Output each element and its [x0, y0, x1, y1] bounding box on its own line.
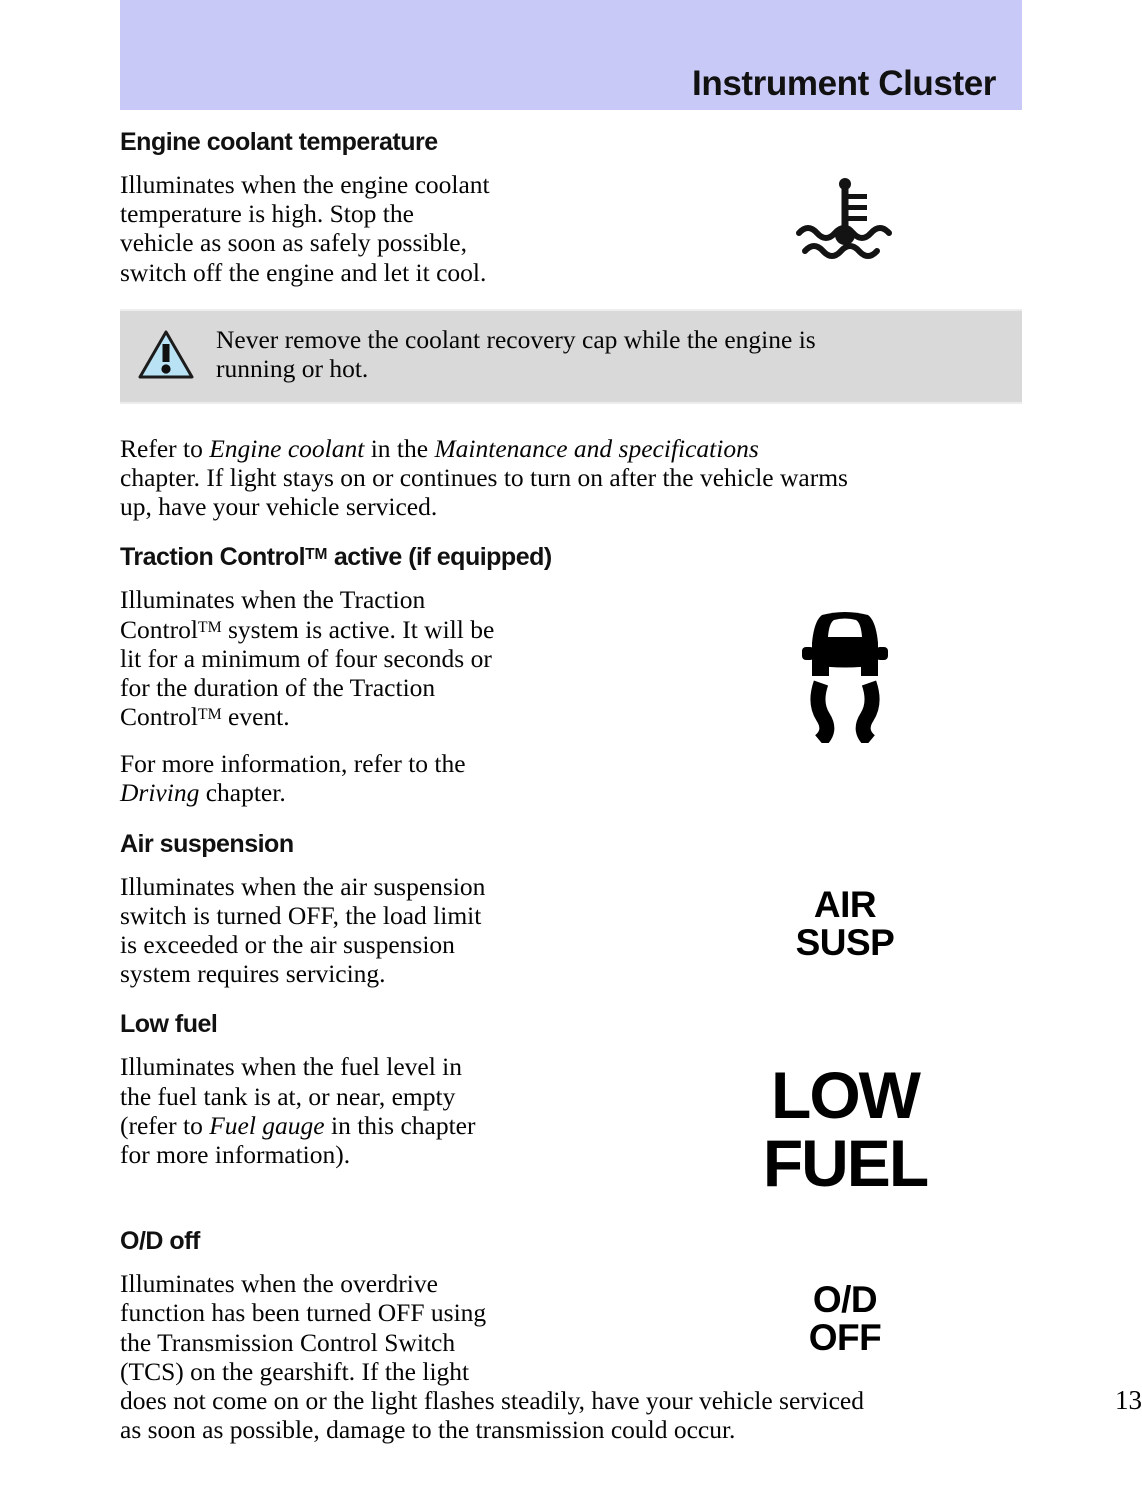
- body-line: is exceeded or the air suspension: [120, 930, 455, 959]
- section-heading-low-fuel: Low fuel: [120, 1010, 218, 1039]
- od-off-wordmark: [809, 1281, 881, 1357]
- body-emphasis-fuel-gauge: Fuel gauge: [209, 1110, 325, 1140]
- body-line: the fuel tank is at, or near, empty: [120, 1081, 456, 1111]
- warning-callout: [120, 309, 1022, 404]
- page-content: [120, 110, 1022, 1444]
- body-line: vehicle as soon as safely possible,: [120, 228, 468, 258]
- body-line: [120, 778, 570, 807]
- warning-line: Never remove the coolant recovery cap while the engine is: [216, 324, 816, 354]
- body-text-pre: Control: [120, 614, 198, 644]
- body-line: as soon as possible, damage to the transmission could occur.: [120, 1415, 736, 1445]
- body-line: for the duration of the Traction: [120, 672, 436, 702]
- body-emphasis-driving: Driving: [120, 778, 200, 808]
- section-heading-od-off: O/D off: [120, 1227, 200, 1256]
- body-line: Illuminates when the engine coolant: [120, 170, 490, 199]
- refer-paragraph: [120, 434, 1022, 522]
- body-line: the Transmission Control Switch: [120, 1327, 456, 1357]
- section-air-suspension: [120, 872, 1022, 989]
- symbol-column: [680, 1052, 1010, 1201]
- refer-line-1: [120, 434, 1022, 463]
- body-line: [120, 615, 570, 644]
- section-body-engine-coolant-temperature: [120, 170, 570, 287]
- section-heading-engine-coolant-temperature: Engine coolant temperature: [120, 128, 438, 156]
- warning-text: [216, 325, 1004, 383]
- symbol-column: [680, 1269, 1010, 1357]
- trademark-symbol: TM: [197, 706, 222, 724]
- body-line: does not come on or the light flashes steadily, have your vehicle serviced: [120, 1385, 864, 1415]
- refer-line1-mid: in the: [364, 433, 435, 463]
- refer-line-2: chapter. If light stays on or continues to turn on after the vehicle warms: [120, 462, 848, 492]
- body-text-post: event.: [221, 702, 290, 732]
- body-line: [120, 1111, 570, 1140]
- wordmark-line: LOW: [771, 1058, 919, 1133]
- heading-text-part-2: active (if equipped): [327, 543, 552, 572]
- page-title: Instrument Cluster: [692, 64, 996, 103]
- wordmark-line: SUSP: [795, 921, 895, 963]
- body-text-post: chapter.: [199, 778, 286, 808]
- trademark-symbol: TM: [197, 618, 222, 636]
- section-body-air-suspension: [120, 872, 570, 989]
- section-body-od-off: [120, 1269, 570, 1386]
- section-heading-traction-control-active: [120, 543, 1022, 571]
- section-traction-control: [120, 585, 1022, 807]
- page-number-value: 13: [1115, 1385, 1142, 1415]
- wordmark-line: O/D: [812, 1279, 878, 1321]
- wordmark-line: OFF: [808, 1317, 882, 1359]
- traction-control-icon: [780, 593, 910, 743]
- body-line: (TCS) on the gearshift. If the light: [120, 1356, 470, 1386]
- body-line: for more information).: [120, 1139, 351, 1169]
- body-line: Illuminates when the air suspension: [120, 871, 486, 901]
- section-body-traction-control: [120, 585, 570, 807]
- section-body-low-fuel: [120, 1052, 570, 1169]
- symbol-column: [680, 585, 1010, 743]
- refer-line1-pre: Refer to: [120, 433, 210, 463]
- refer-emphasis-engine-coolant: Engine coolant: [209, 433, 365, 463]
- body-line: temperature is high. Stop the: [120, 199, 414, 229]
- section-od-off: [120, 1269, 1022, 1386]
- warning-triangle-icon: [138, 329, 194, 386]
- body-line: lit for a minimum of four seconds or: [120, 643, 492, 673]
- symbol-column: [680, 872, 1010, 962]
- body-line: Illuminates when the fuel level in: [120, 1052, 463, 1082]
- wordmark-line: AIR: [813, 883, 877, 925]
- refer-emphasis-maintenance-and-specifications: Maintenance and specifications: [434, 433, 759, 463]
- engine-coolant-temperature-icon: [785, 176, 905, 266]
- trademark-symbol: TM: [305, 546, 328, 564]
- body-line: Illuminates when the Traction: [120, 585, 426, 615]
- body-line: switch off the engine and let it cool.: [120, 257, 487, 287]
- page-number: [120, 1385, 1142, 1416]
- body-text-post: in this chapter: [324, 1110, 476, 1140]
- body-line: For more information, refer to the: [120, 749, 466, 779]
- body-text-pre: Control: [120, 702, 198, 732]
- body-text-pre: (refer to: [120, 1110, 210, 1140]
- heading-text-part-1: Traction Control: [120, 543, 306, 572]
- air-susp-wordmark: [795, 883, 895, 963]
- low-fuel-wordmark: [762, 1058, 928, 1201]
- section-low-fuel: [120, 1052, 1022, 1201]
- body-text-post: system is active. It will be: [221, 614, 495, 644]
- section-engine-coolant-temperature: [120, 170, 1022, 287]
- warning-line: running or hot.: [216, 353, 369, 383]
- wordmark-line: FUEL: [762, 1126, 928, 1201]
- body-line: switch is turned OFF, the load limit: [120, 900, 482, 930]
- section-heading-air-suspension: Air suspension: [120, 829, 294, 858]
- body-line: Illuminates when the overdrive: [120, 1269, 438, 1299]
- symbol-column: [680, 170, 1010, 266]
- refer-line-3: up, have your vehicle serviced.: [120, 492, 438, 522]
- body-line: [120, 702, 570, 731]
- page-header-banner: [120, 0, 1022, 110]
- body-line: system requires servicing.: [120, 959, 386, 989]
- body-line: function has been turned OFF using: [120, 1298, 487, 1328]
